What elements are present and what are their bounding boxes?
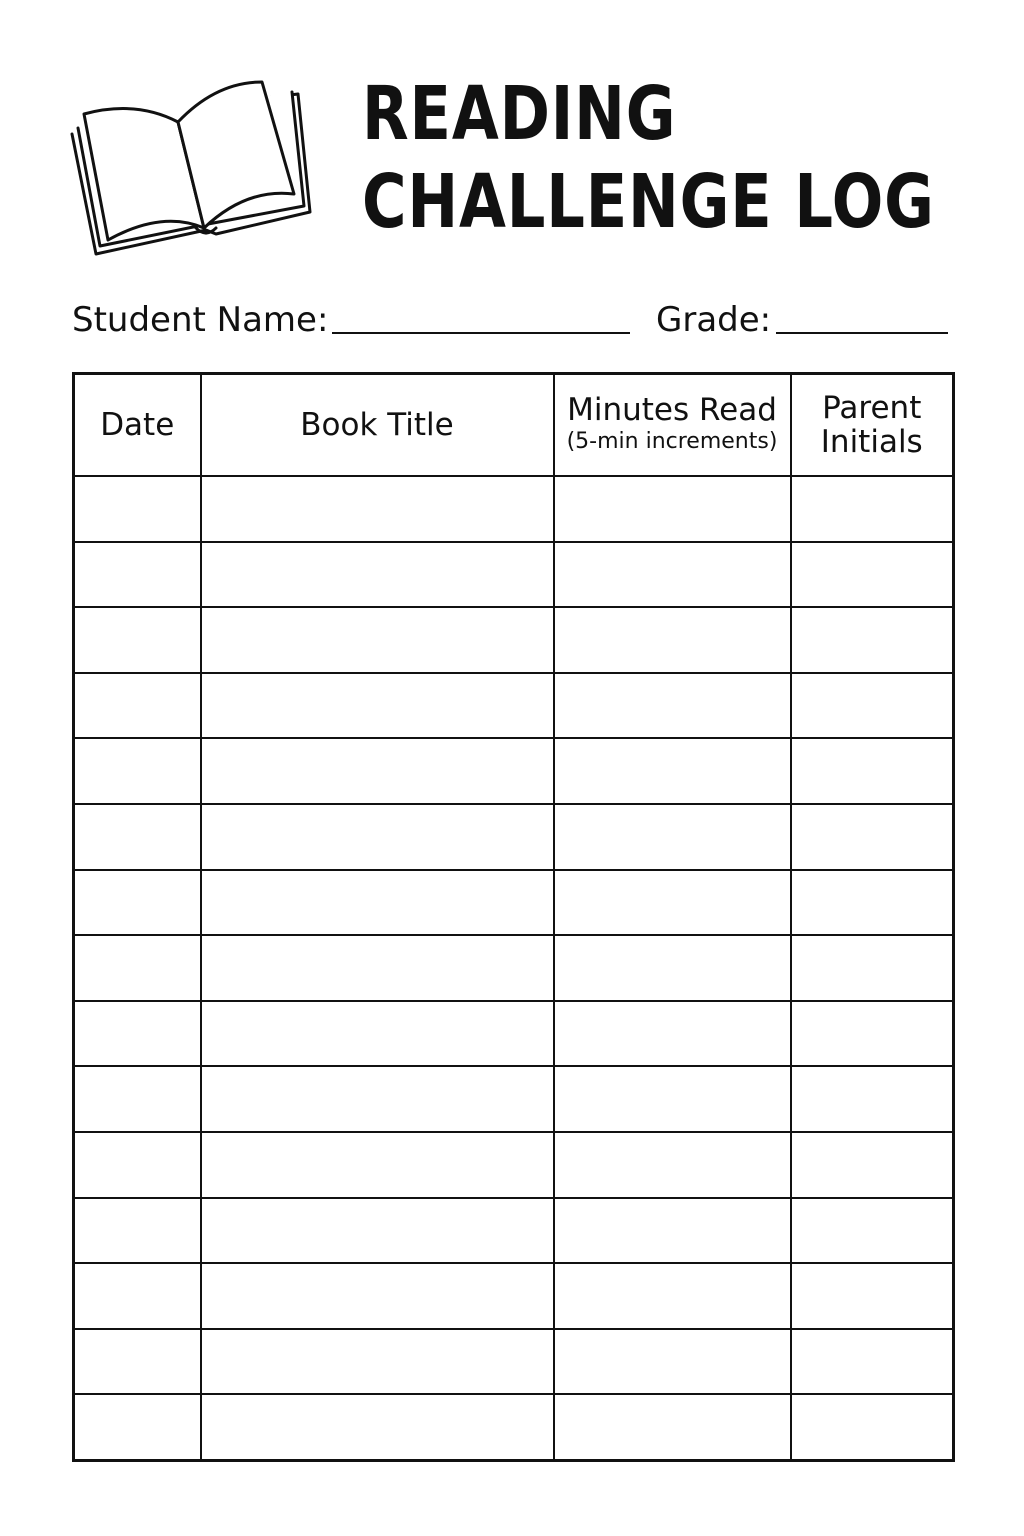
column-header-minutes-read — [554, 374, 791, 477]
book-title-cell[interactable] — [201, 1394, 554, 1460]
table-header-row — [74, 374, 954, 477]
table-row — [74, 607, 954, 673]
date-cell[interactable] — [74, 1329, 201, 1395]
column-header-label: Minutes Read — [567, 392, 777, 428]
parent-initials-cell[interactable] — [791, 1066, 954, 1132]
parent-initials-cell[interactable] — [791, 935, 954, 1001]
date-cell[interactable] — [74, 804, 201, 870]
title-line-1: READING — [362, 71, 677, 157]
parent-initials-cell[interactable] — [791, 870, 954, 936]
column-header-book-title — [201, 374, 554, 477]
date-cell[interactable] — [74, 476, 201, 542]
column-header-sublabel: (5-min increments) — [566, 429, 778, 454]
table-row — [74, 542, 954, 608]
table-row — [74, 870, 954, 936]
date-cell[interactable] — [74, 673, 201, 739]
parent-initials-cell[interactable] — [791, 1132, 954, 1198]
table-row — [74, 1132, 954, 1198]
table-row — [74, 1263, 954, 1329]
minutes-read-cell[interactable] — [554, 1001, 791, 1067]
grade-label: Grade: — [656, 300, 772, 340]
date-cell[interactable] — [74, 542, 201, 608]
date-cell[interactable] — [74, 935, 201, 1001]
parent-initials-cell[interactable] — [791, 1001, 954, 1067]
parent-initials-cell[interactable] — [791, 607, 954, 673]
student-name-field[interactable] — [332, 332, 630, 334]
date-cell[interactable] — [74, 870, 201, 936]
column-header-label: Date — [100, 407, 175, 443]
book-title-cell[interactable] — [201, 607, 554, 673]
parent-initials-cell[interactable] — [791, 1263, 954, 1329]
parent-initials-cell[interactable] — [791, 1394, 954, 1460]
minutes-read-cell[interactable] — [554, 1263, 791, 1329]
date-cell[interactable] — [74, 1001, 201, 1067]
table-row — [74, 1066, 954, 1132]
date-cell[interactable] — [74, 1263, 201, 1329]
book-title-cell[interactable] — [201, 870, 554, 936]
parent-initials-cell[interactable] — [791, 738, 954, 804]
book-title-cell[interactable] — [201, 804, 554, 870]
parent-initials-cell[interactable] — [791, 804, 954, 870]
minutes-read-cell[interactable] — [554, 935, 791, 1001]
parent-initials-cell[interactable] — [791, 673, 954, 739]
minutes-read-cell[interactable] — [554, 804, 791, 870]
date-cell[interactable] — [74, 1394, 201, 1460]
book-title-cell[interactable] — [201, 1132, 554, 1198]
minutes-read-cell[interactable] — [554, 673, 791, 739]
table-row — [74, 476, 954, 542]
minutes-read-cell[interactable] — [554, 476, 791, 542]
column-header-date — [74, 374, 201, 477]
minutes-read-cell[interactable] — [554, 1394, 791, 1460]
column-header-label: Book Title — [300, 407, 454, 443]
table-row — [74, 1198, 954, 1264]
minutes-read-cell[interactable] — [554, 1329, 791, 1395]
minutes-read-cell[interactable] — [554, 542, 791, 608]
book-title-cell[interactable] — [201, 738, 554, 804]
title-line-2: CHALLENGE LOG — [362, 159, 935, 245]
date-cell[interactable] — [74, 1066, 201, 1132]
book-title-cell[interactable] — [201, 673, 554, 739]
book-title-cell[interactable] — [201, 1263, 554, 1329]
reading-log-table — [72, 372, 955, 1462]
minutes-read-cell[interactable] — [554, 1198, 791, 1264]
table-row — [74, 673, 954, 739]
book-title-cell[interactable] — [201, 542, 554, 608]
book-title-cell[interactable] — [201, 1329, 554, 1395]
column-header-parent-initials — [791, 374, 954, 477]
date-cell[interactable] — [74, 1132, 201, 1198]
book-title-cell[interactable] — [201, 935, 554, 1001]
minutes-read-cell[interactable] — [554, 1066, 791, 1132]
column-header-label: Parent Initials — [820, 390, 923, 460]
minutes-read-cell[interactable] — [554, 870, 791, 936]
minutes-read-cell[interactable] — [554, 1132, 791, 1198]
parent-initials-cell[interactable] — [791, 476, 954, 542]
table-row — [74, 1001, 954, 1067]
minutes-read-cell[interactable] — [554, 738, 791, 804]
page-title — [362, 70, 935, 246]
date-cell[interactable] — [74, 1198, 201, 1264]
table-row — [74, 1394, 954, 1460]
date-cell[interactable] — [74, 607, 201, 673]
grade-field[interactable] — [776, 332, 948, 334]
minutes-read-cell[interactable] — [554, 607, 791, 673]
student-name-label: Student Name: — [72, 300, 329, 340]
book-title-cell[interactable] — [201, 1198, 554, 1264]
date-cell[interactable] — [74, 738, 201, 804]
book-title-cell[interactable] — [201, 1066, 554, 1132]
parent-initials-cell[interactable] — [791, 1329, 954, 1395]
table-row — [74, 738, 954, 804]
parent-initials-cell[interactable] — [791, 1198, 954, 1264]
table-row — [74, 1329, 954, 1395]
student-info — [72, 296, 952, 346]
open-book-icon — [66, 78, 316, 258]
book-title-cell[interactable] — [201, 1001, 554, 1067]
table-row — [74, 804, 954, 870]
book-title-cell[interactable] — [201, 476, 554, 542]
parent-initials-cell[interactable] — [791, 542, 954, 608]
table-row — [74, 935, 954, 1001]
